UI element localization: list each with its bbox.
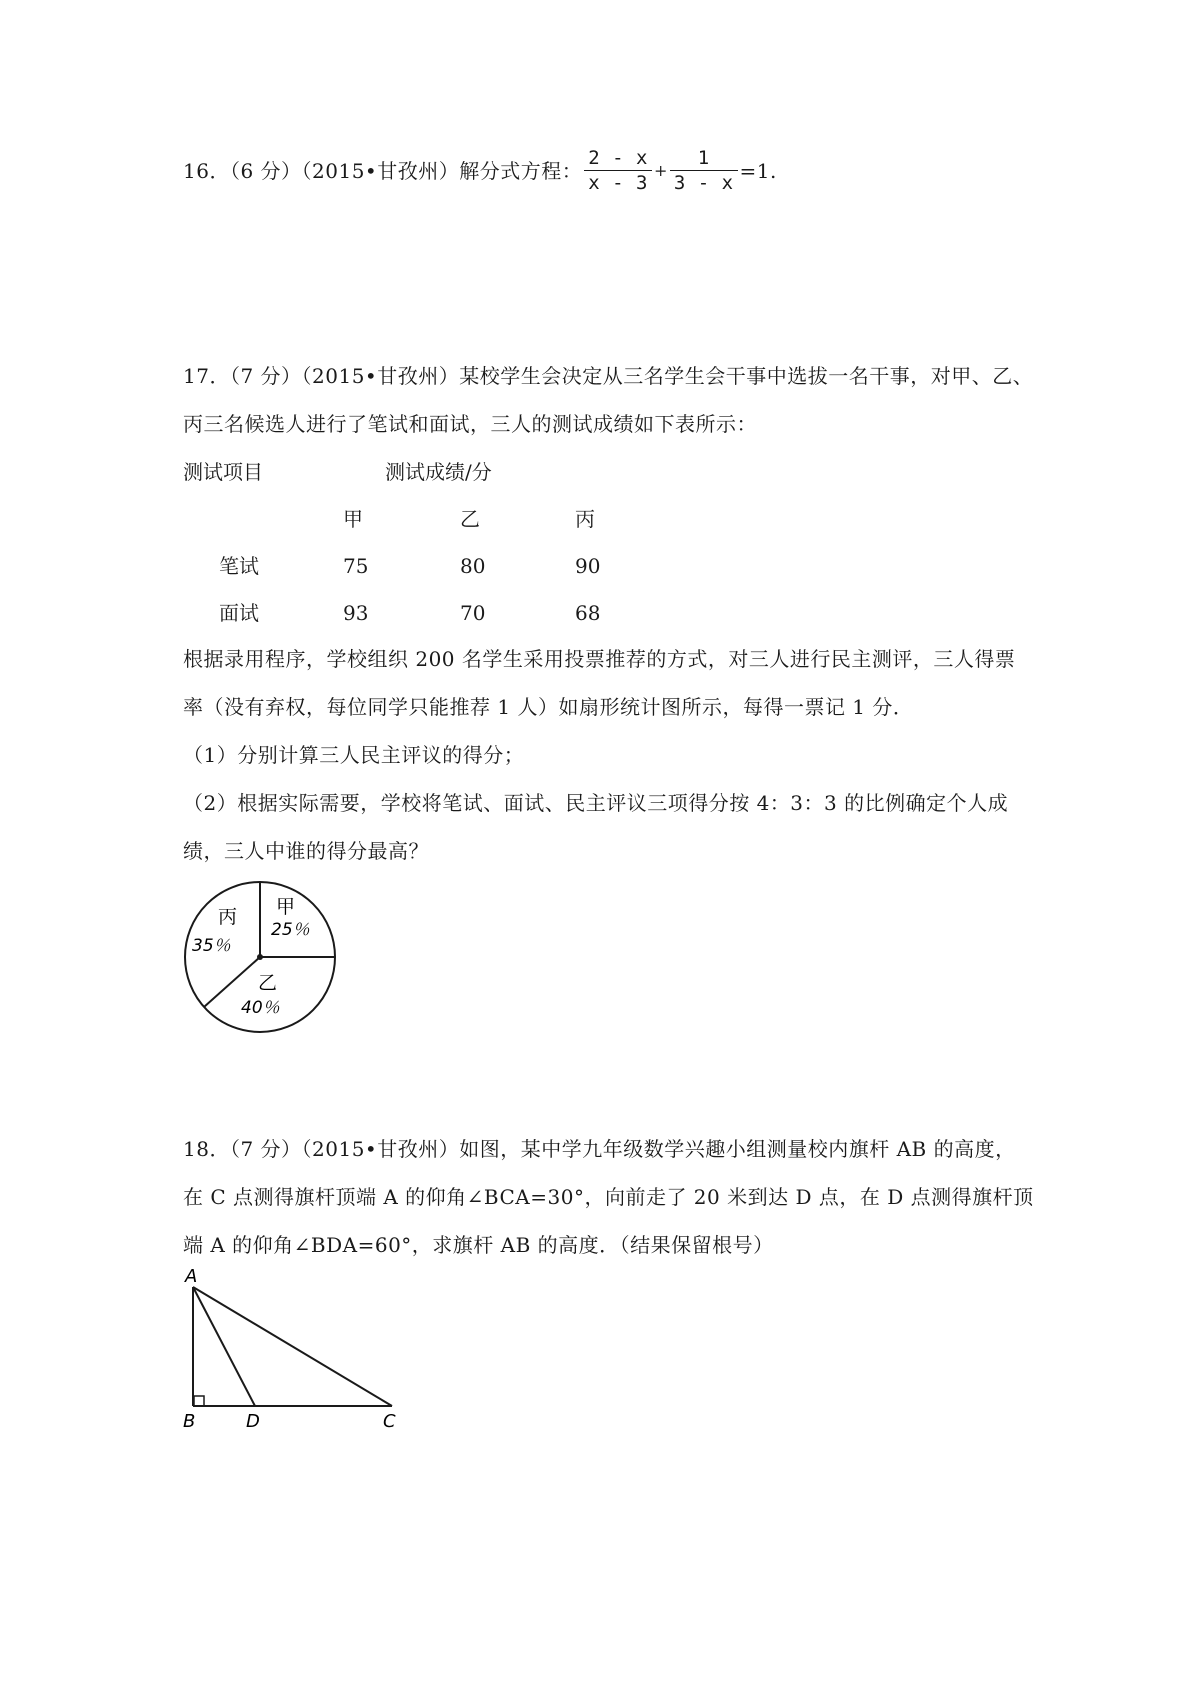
- point-label-D: D: [246, 1411, 260, 1432]
- table-col-jia: 甲: [343, 507, 363, 531]
- q17-line-5: （1）分别计算三人民主评议的得分；: [183, 743, 525, 767]
- table-col-yi: 乙: [460, 507, 480, 531]
- point-label-B: B: [183, 1411, 196, 1432]
- table-header-item: 测试项目: [183, 460, 263, 484]
- q18-line-1: 18．（7 分）（2015•甘孜州）如图，某中学九年级数学兴趣小组测量校内旗杆 AB 的高度，: [183, 1137, 1016, 1161]
- q17-line-7: 绩，三人中谁的得分最高？: [183, 839, 429, 863]
- q17-line-3: 根据录用程序，学校组织 200 名学生采用投票推荐的方式，对三人进行民主测评，三人得票: [183, 647, 1016, 671]
- pie-percent-yi: 40％: [241, 998, 280, 1018]
- triangle-diagram: [175, 1265, 415, 1435]
- q16-line: [183, 146, 777, 195]
- table-col-bing: 丙: [575, 507, 595, 531]
- pie-label-jia: 甲: [276, 896, 296, 918]
- pie-percent-jia: 25％: [271, 920, 310, 940]
- q16-prefix: 16．（6 分）（2015•甘孜州）解分式方程：: [183, 158, 583, 183]
- q17-line-1: 17．（7 分）（2015•甘孜州）某校学生会决定从三名学生会干事中选拔一名干事，对甲、乙、: [183, 364, 1034, 388]
- table-row-label-interview: 面试: [219, 601, 259, 625]
- q16-frac1-numerator: 2 - x: [584, 146, 652, 171]
- table-cell-interview-jia: 93: [343, 601, 369, 625]
- pie-label-bing: 丙: [218, 906, 238, 928]
- q16-fraction-1: [584, 146, 652, 195]
- q16-suffix: =1.: [739, 158, 777, 183]
- q18-line-3: 端 A 的仰角∠BDA=60°，求旗杆 AB 的高度．（结果保留根号）: [183, 1233, 774, 1257]
- q17-line-4: 率（没有弃权，每位同学只能推荐 1 人）如扇形统计图所示，每得一票记 1 分．: [183, 695, 914, 719]
- q16-frac2-numerator: 1: [670, 146, 738, 171]
- segment-AC: [193, 1287, 392, 1406]
- q16-frac1-denominator: x - 3: [588, 172, 648, 194]
- pie-percent-bing: 35％: [192, 936, 231, 956]
- table-cell-written-yi: 80: [460, 554, 486, 578]
- q16-fraction-2: [670, 146, 738, 195]
- q17-line-2: 丙三名候选人进行了笔试和面试，三人的测试成绩如下表所示：: [183, 412, 757, 436]
- point-label-C: C: [383, 1411, 396, 1432]
- table-cell-interview-bing: 68: [575, 601, 601, 625]
- q18-line-2: 在 C 点测得旗杆顶端 A 的仰角∠BCA=30°，向前走了 20 米到达 D 点，在 D 点测得旗杆顶: [183, 1185, 1034, 1209]
- table-cell-written-bing: 90: [575, 554, 601, 578]
- right-angle-mark: [194, 1396, 204, 1406]
- q16-frac2-denominator: 3 - x: [673, 172, 734, 194]
- table-row-label-written: 笔试: [219, 554, 259, 578]
- table-header-score: 测试成绩/分: [385, 460, 492, 484]
- pie-label-yi: 乙: [258, 972, 278, 994]
- table-cell-interview-yi: 70: [460, 601, 486, 625]
- pie-center-dot: [257, 954, 263, 960]
- table-cell-written-jia: 75: [343, 554, 369, 578]
- q17-line-6: （2）根据实际需要，学校将笔试、面试、民主评议三项得分按 4：3：3 的比例确定个人成: [183, 791, 1009, 815]
- q16-plus: +: [653, 160, 668, 180]
- point-label-A: A: [185, 1266, 198, 1287]
- pie-chart: [178, 875, 368, 1055]
